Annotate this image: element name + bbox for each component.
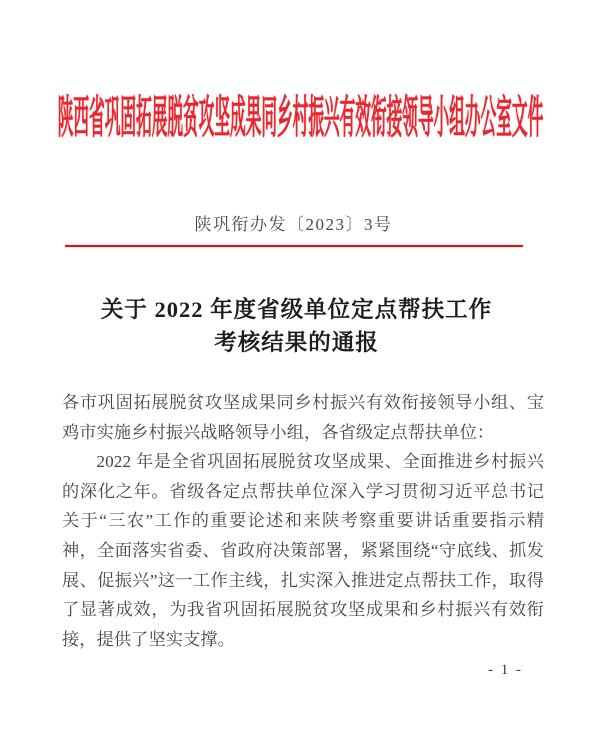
- issuer-banner: [0, 88, 601, 143]
- document-title-line-2: 考核结果的通报: [214, 330, 379, 355]
- issuer-banner-title: 陕西省巩固拓展脱贫攻坚成果同乡村振兴有效衔接领导小组办公室文件: [57, 92, 544, 143]
- document-title-line-1: 关于 2022 年度省级单位定点帮扶工作: [100, 297, 493, 322]
- document-title: [0, 293, 593, 359]
- salutation-paragraph: 各市巩固拓展脱贫攻坚成果同乡村振兴有效衔接领导小组、宝鸡市实施乡村振兴战略领导小组，各省级定点帮扶单位：: [62, 393, 544, 442]
- page-number: - 1 -: [488, 662, 523, 678]
- document-body: [62, 388, 544, 654]
- document-number: 陕巩衔办发〔2023〕3号: [194, 215, 393, 234]
- red-divider-line: [65, 245, 523, 247]
- body-paragraph: 2022 年是全省巩固拓展脱贫攻坚成果、全面推进乡村振兴的深化之年。省级各定点帮扶单位深入学习贯彻习近平总书记关于“三农”工作的重要论述和来陕考察重要讲话重要指示精神，全面落实省委、省政府决策部署，紧紧围绕“守底线、抓发展、促振兴”这一工作主线，扎实深入推进定点帮扶工作，取得了显著成效，为我省巩固拓展脱贫攻坚成果和乡村振兴有效衔接，提供了坚实支撑。: [62, 452, 544, 649]
